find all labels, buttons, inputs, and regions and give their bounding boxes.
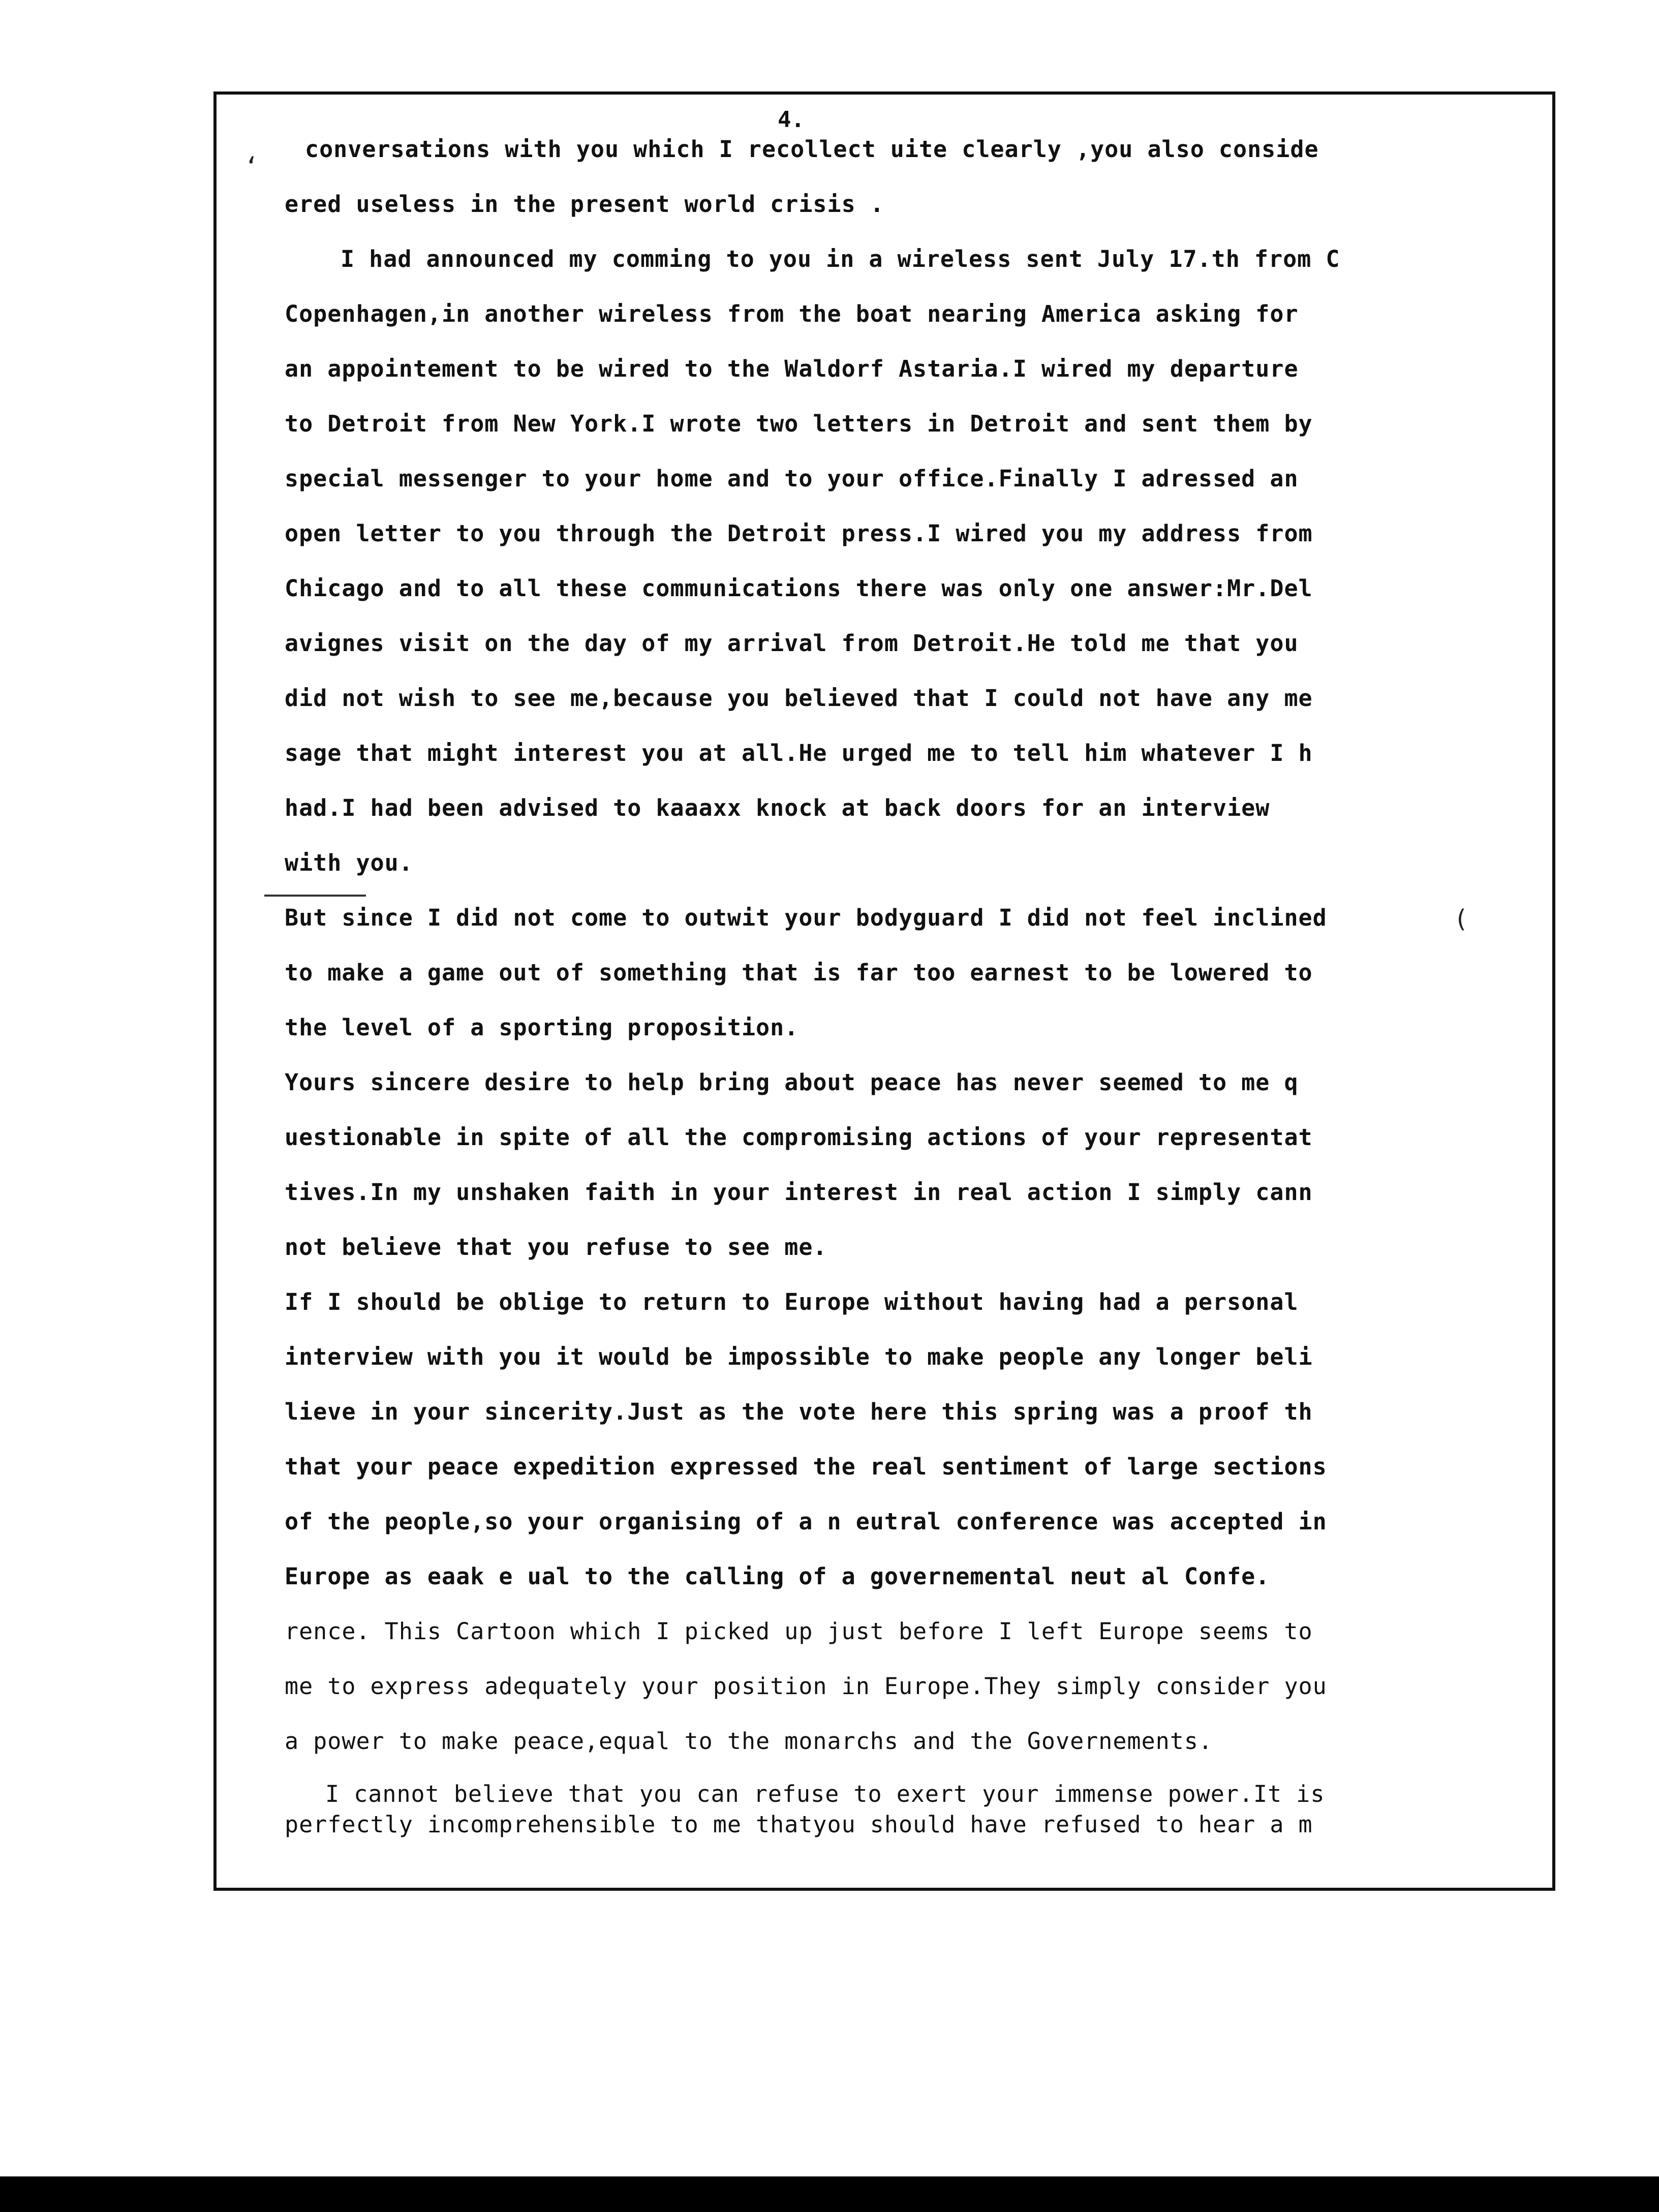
paragraph-1 [285, 122, 1494, 232]
text-line: a power to make peace,equal to the monarchs and the Governements. [285, 1728, 1213, 1755]
paragraph-5 [285, 1275, 1494, 1769]
text-line: special messenger to your home and to your office.Finally I adressed an [285, 465, 1299, 492]
page-number: 4. [778, 107, 805, 133]
text-line: lieve in your sincerity.Just as the vote here this spring was a proof th [285, 1398, 1313, 1425]
text-line: Copenhagen,in another wireless from the boat nearing America asking for [285, 300, 1299, 327]
text-line: Yours sincere desire to help bring about peace has never seemed to me q [285, 1069, 1299, 1096]
paragraph-4 [285, 1055, 1494, 1275]
text-line: with you. [285, 849, 413, 876]
text-line: rence. This Cartoon which I picked up just before I left Europe seems to [285, 1618, 1313, 1645]
text-line: conversations with you which I recollect uite clearly ,you also conside [305, 136, 1319, 163]
text-line: sage that might interest you at all.He urged me to tell him whatever I h [285, 740, 1313, 766]
text-line: Europe as eaak e ual to the calling of a governemental neut al Confe. [285, 1563, 1270, 1590]
text-line: not believe that you refuse to see me. [285, 1234, 827, 1261]
text-line: an appointement to be wired to the Waldorf Astaria.I wired my departure [285, 355, 1299, 382]
text-line: I had announced my comming to you in a wireless sent July 17.th from C [341, 245, 1340, 272]
text-line: interview with you it would be impossible to make people any longer beli [285, 1343, 1313, 1370]
text-line: that your peace expedition expressed the real sentiment of large sections [285, 1453, 1327, 1480]
text-line: to Detroit from New York.I wrote two letters in Detroit and sent them by [285, 410, 1313, 437]
text-line: did not wish to see me,because you believed that I could not have any me [285, 685, 1313, 712]
paragraph-3 [285, 890, 1494, 1055]
text-line: me to express adequately your position in Europe.They simply consider you [285, 1673, 1327, 1700]
text-line: ered useless in the present world crisis . [285, 191, 884, 218]
text-line: perfectly incomprehensible to me thatyou should have refused to hear a m [285, 1811, 1313, 1838]
text-line: tives.In my unshaken faith in your interest in real action I simply cann [285, 1179, 1313, 1206]
margin-pencil-mark: ‘ [244, 152, 259, 181]
text-line: open letter to you through the Detroit press.I wired you my address from [285, 520, 1313, 547]
text-line: avignes visit on the day of my arrival from Detroit.He told me that you [285, 630, 1299, 657]
letter-body [285, 122, 1494, 1840]
text-line: the level of a sporting proposition. [285, 1014, 799, 1041]
text-line: Chicago and to all these communications there was only one answer:Mr.Del [285, 575, 1313, 602]
text-line: to make a game out of something that is far too earnest to be lowered to [285, 959, 1313, 986]
text-line: I cannot believe that you can refuse to exert your immense power.It is [325, 1780, 1325, 1807]
text-line: had.I had been advised to kaaaxx knock at back doors for an interview [285, 794, 1270, 821]
paragraph-2 [285, 232, 1494, 890]
text-line: If I should be oblige to return to Europe without having had a personal [285, 1288, 1299, 1315]
paragraph-6 [285, 1779, 1494, 1840]
text-line: of the people,so your organising of a n eutral conference was accepted in [285, 1508, 1327, 1535]
margin-pencil-mark: ( [1454, 905, 1468, 933]
text-line: But since I did not come to outwit your bodyguard I did not feel inclined [285, 904, 1327, 931]
text-line: uestionable in spite of all the compromising actions of your representat [285, 1124, 1313, 1151]
